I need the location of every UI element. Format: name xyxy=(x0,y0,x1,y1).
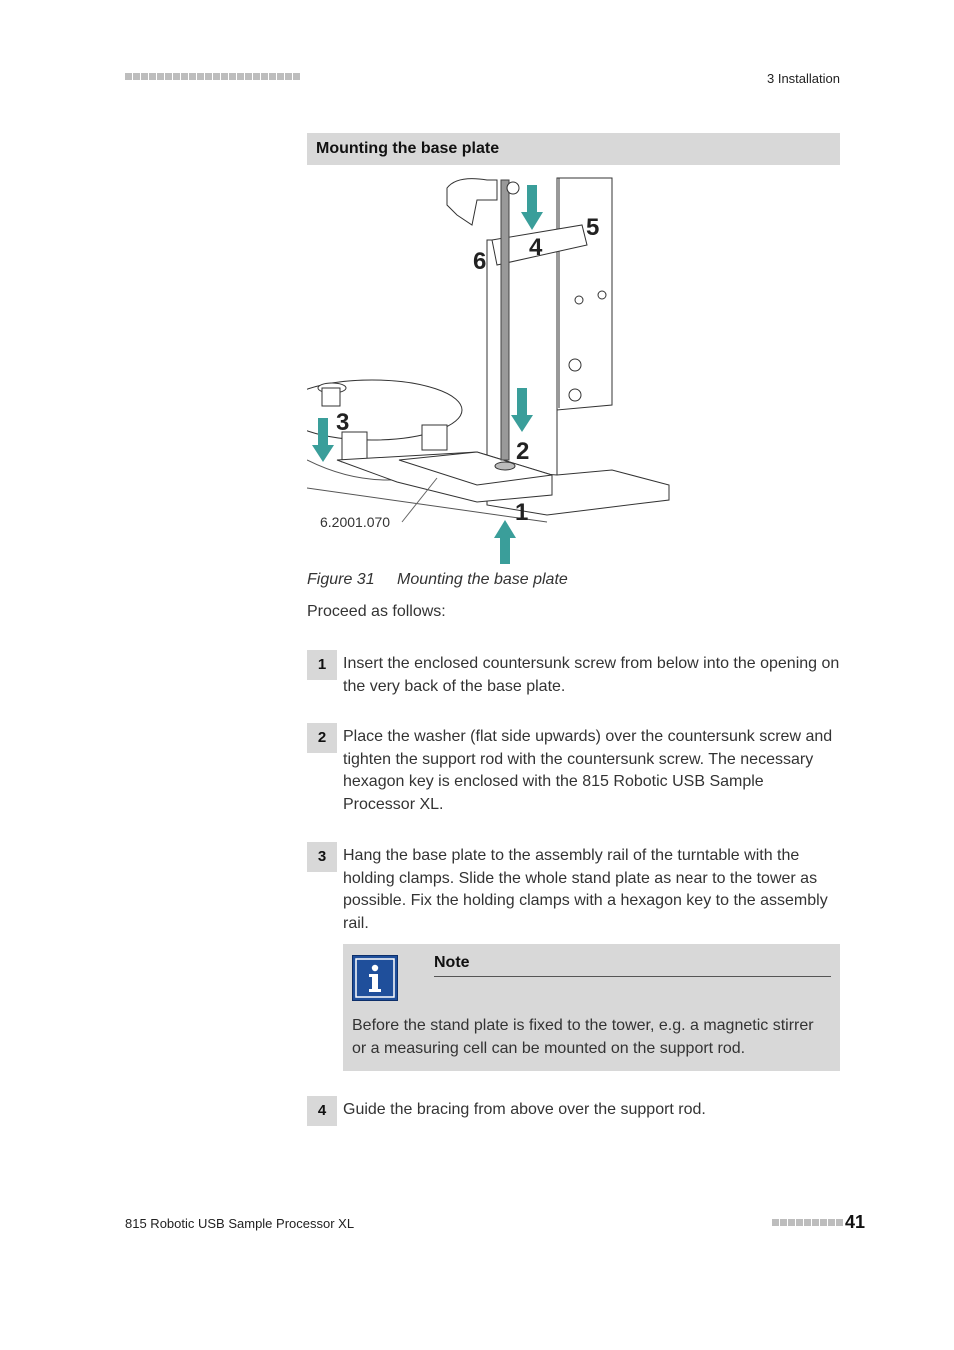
intro-text: Proceed as follows: xyxy=(307,603,446,620)
note-text: Before the stand plate is fixed to the tower, e.g. a magnetic stirrer or a measuring cell can be mounted on the support rod. xyxy=(352,1017,814,1057)
tower xyxy=(557,178,612,410)
step-text: Hang the base plate to the assembly rail of the turntable with the holding clamps. Slide the whole stand plate as near to the tower as possible. Fix the holding clamps with a hexagon key to the assembly rail. xyxy=(343,847,828,932)
header-decoration xyxy=(125,73,300,80)
step-4 xyxy=(307,1096,840,1122)
step-text: Place the washer (flat side upwards) over the countersunk screw and tighten the support rod with the countersunk screw. The necessary hexagon key is enclosed with the 815 Robotic USB Sample Processor XL. xyxy=(343,728,833,813)
footer-product-name: 815 Robotic USB Sample Processor XL xyxy=(125,1216,355,1231)
note-title: Note xyxy=(434,954,831,977)
note-box xyxy=(343,944,840,1071)
step-2 xyxy=(307,723,840,816)
step-3 xyxy=(307,842,840,935)
figure-illustration xyxy=(307,170,687,570)
step-text: Guide the bracing from above over the support rod. xyxy=(343,1101,706,1118)
section-title: Mounting the base plate xyxy=(307,133,840,165)
step-number: 4 xyxy=(307,1096,337,1126)
callout-1: 1 xyxy=(515,499,529,526)
support-rod xyxy=(501,180,509,460)
callout-4: 4 xyxy=(529,234,543,261)
figure-caption xyxy=(307,571,568,589)
callout-6: 6 xyxy=(473,248,487,275)
callout-2: 2 xyxy=(516,438,530,465)
step-number: 3 xyxy=(307,842,337,872)
callout-5: 5 xyxy=(586,214,600,241)
footer-decoration xyxy=(772,1219,843,1226)
base-plate-illustration xyxy=(307,170,687,570)
chapter-title: 3 Installation xyxy=(767,71,840,86)
step-text: Insert the enclosed countersunk screw from below into the opening on the very back of the base plate. xyxy=(343,655,840,695)
info-icon xyxy=(352,955,398,1001)
callout-3: 3 xyxy=(336,409,350,436)
step-number: 2 xyxy=(307,723,337,753)
step-1 xyxy=(307,650,840,698)
page-number: 41 xyxy=(845,1212,866,1232)
part-number-label: 6.2001.070 xyxy=(320,514,391,530)
arrow-4 xyxy=(521,185,543,230)
arrow-1 xyxy=(494,520,516,564)
step-number: 1 xyxy=(307,650,337,680)
figure-number: Figure 31 xyxy=(307,571,375,588)
figure-caption-text: Mounting the base plate xyxy=(397,571,568,588)
